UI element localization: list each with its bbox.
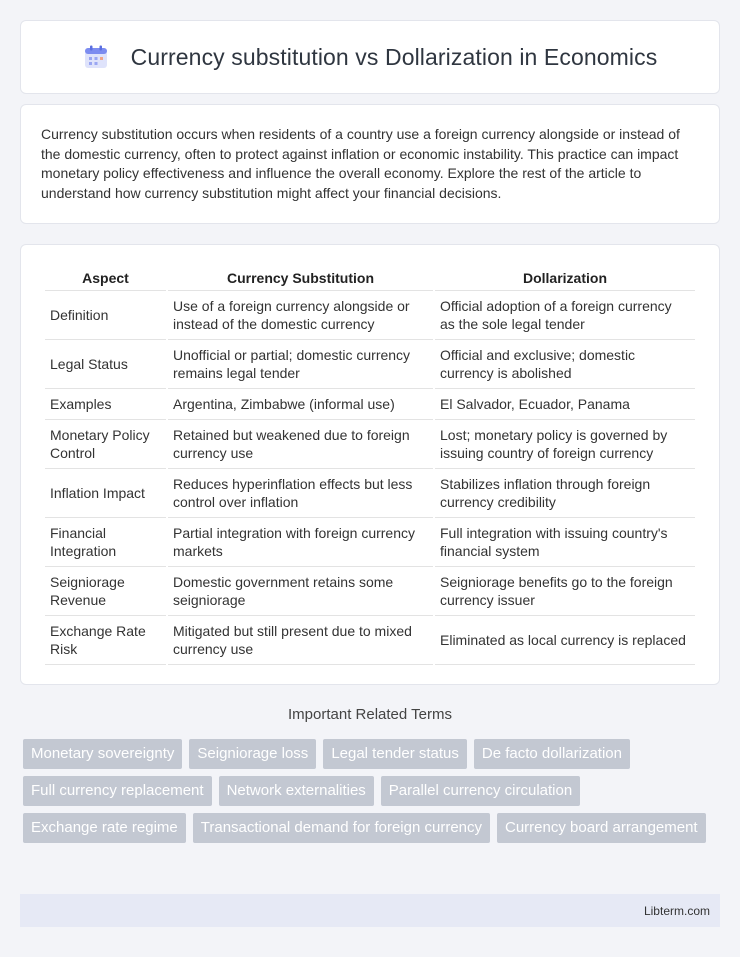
table-cell: Legal Status (45, 340, 166, 389)
table-cell: Use of a foreign currency alongside or instead of the domestic currency (168, 291, 433, 340)
table-cell: Eliminated as local currency is replaced (435, 616, 695, 665)
related-term-tag[interactable]: Legal tender status (323, 739, 467, 769)
comparison-table (43, 265, 697, 665)
table-row (45, 340, 695, 389)
footer-site-link[interactable]: Libterm.com (643, 903, 710, 918)
table-cell: Argentina, Zimbabwe (informal use) (168, 389, 433, 420)
related-term-tag[interactable]: Exchange rate regime (23, 813, 186, 843)
page-title: Currency substitution vs Dollarization in Economics (130, 43, 658, 70)
table-row (45, 567, 695, 616)
header-card (20, 20, 720, 94)
table-cell: Inflation Impact (45, 469, 166, 518)
table-row (45, 389, 695, 420)
table-cell: Seigniorage Revenue (45, 567, 166, 616)
table-cell: Reduces hyperinflation effects but less control over inflation (168, 469, 433, 518)
header-aspect: Aspect (45, 265, 166, 291)
table-cell: Official adoption of a foreign currency as the sole legal tender (435, 291, 695, 340)
table-cell: Exchange Rate Risk (45, 616, 166, 665)
table-cell: Official and exclusive; domestic currency is abolished (435, 340, 695, 389)
intro-card (20, 104, 720, 224)
table-row (45, 420, 695, 469)
related-terms-tags (23, 739, 723, 843)
footer (20, 894, 720, 927)
related-term-tag[interactable]: Parallel currency circulation (381, 776, 580, 806)
table-cell: Lost; monetary policy is governed by issuing country of foreign currency (435, 420, 695, 469)
table-cell: Partial integration with foreign currency markets (168, 518, 433, 567)
calendar-icon (83, 44, 109, 70)
related-term-tag[interactable]: Transactional demand for foreign currency (193, 813, 490, 843)
table-cell: Financial Integration (45, 518, 166, 567)
related-term-tag[interactable]: Full currency replacement (23, 776, 212, 806)
table-cell: Stabilizes inflation through foreign currency credibility (435, 469, 695, 518)
table-cell: Seigniorage benefits go to the foreign currency issuer (435, 567, 695, 616)
table-cell: Domestic government retains some seigniorage (168, 567, 433, 616)
table-cell: Examples (45, 389, 166, 420)
table-row (45, 518, 695, 567)
table-cell: Unofficial or partial; domestic currency remains legal tender (168, 340, 433, 389)
related-term-tag[interactable]: Seigniorage loss (189, 739, 316, 769)
table-cell: Full integration with issuing country's financial system (435, 518, 695, 567)
intro-text: Currency substitution occurs when residents of a country use a foreign currency alongside or instead of the domestic currency, often to protect against inflation or economic instability. This practice can impact monetary policy effectiveness and influence the overall economy. Explore the rest of the article to understand how currency substitution might affect your financial decisions. (41, 126, 680, 201)
header-currency-substitution: Currency Substitution (168, 265, 433, 291)
table-cell: Monetary Policy Control (45, 420, 166, 469)
table-cell: Definition (45, 291, 166, 340)
table-cell: El Salvador, Ecuador, Panama (435, 389, 695, 420)
related-term-tag[interactable]: Network externalities (219, 776, 374, 806)
table-row (45, 291, 695, 340)
table-cell: Mitigated but still present due to mixed currency use (168, 616, 433, 665)
table-header-row (45, 265, 695, 291)
related-term-tag[interactable]: De facto dollarization (474, 739, 630, 769)
related-term-tag[interactable]: Currency board arrangement (497, 813, 706, 843)
related-terms-title: Important Related Terms (288, 706, 452, 723)
table-row (45, 616, 695, 665)
header-dollarization: Dollarization (435, 265, 695, 291)
table-cell: Retained but weakened due to foreign currency use (168, 420, 433, 469)
table-row (45, 469, 695, 518)
related-term-tag[interactable]: Monetary sovereignty (23, 739, 182, 769)
comparison-table-card (20, 244, 720, 685)
